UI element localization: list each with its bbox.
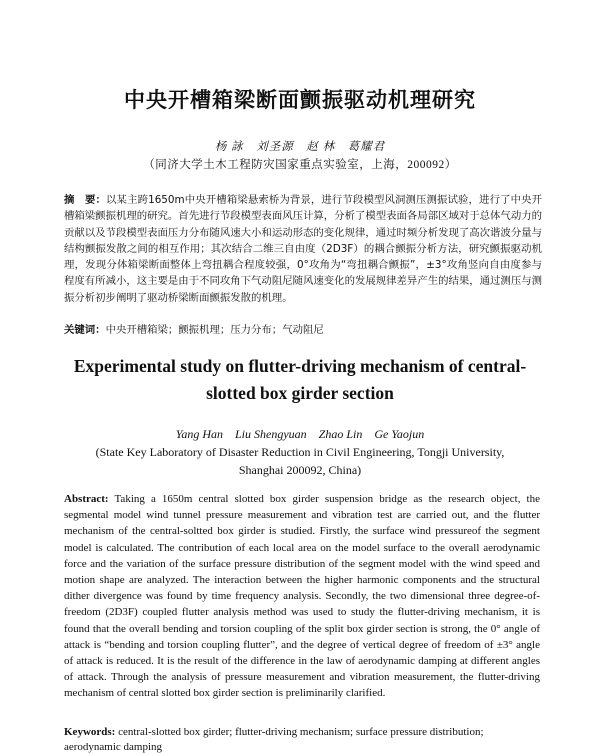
english-keywords xyxy=(64,725,540,755)
english-keywords-label: Keywords: xyxy=(64,726,116,738)
english-affiliation-line-1: (State Key Laboratory of Disaster Reduction in Civil Engineering, Tongji University, xyxy=(95,445,505,459)
english-keywords-text: central-slotted box girder; flutter-driving mechanism; surface pressure distribution; aerodynamic damping xyxy=(64,726,484,753)
chinese-abstract xyxy=(64,192,542,306)
english-affiliation xyxy=(0,443,600,479)
english-abstract xyxy=(64,491,540,702)
english-abstract-label: Abstract: xyxy=(64,493,109,505)
chinese-abstract-label: 摘 要： xyxy=(64,194,107,206)
chinese-abstract-text: 以某主跨1650m中央开槽箱梁悬索桥为背景，进行节段模型风洞测压测振试验，进行了中央开槽箱梁颤振机理的研究。首先进行节段模型表面风压计算，分析了模型表面各局部区域对于总体气动力的贡献以及节段模型表面压力分布随风速大小和运动形态的变化规律，通过时频分析发现了高次谐波分量与结构颤振发散之间的相互作用；其次结合二维三自由度（2D3F）的耦合颤振分析方法，研究颤振驱动机理，发现分体箱梁断面整体上弯扭耦合程度较强，0°攻角为“弯扭耦合颤振”，±3°攻角竖向自由度参与程度有所减小，这主要是由于不同攻角下气动阻尼随风速变化的发展规律差异产生的结果，通过测压与测振分析初步阐明了驱动桥梁断面颤振发散的机理。 xyxy=(64,194,543,304)
english-title-line-1: Experimental study on flutter-driving mechanism of central- xyxy=(73,356,527,376)
english-affiliation-line-2: Shanghai 200092, China) xyxy=(238,463,362,477)
english-authors: Yang Han Liu Shengyuan Zhao Lin Ge Yaojun xyxy=(175,427,425,441)
english-title-line-2: slotted box girder section xyxy=(206,383,394,403)
chinese-affiliation: （同济大学土木工程防灾国家重点实验室，上海，200092） xyxy=(143,159,457,171)
chinese-keywords-label: 关键词： xyxy=(64,324,106,336)
chinese-title: 中央开槽箱梁断面颤振驱动机理研究 xyxy=(124,88,476,112)
chinese-keywords-text: 中央开槽箱梁；颤振机理；压力分布；气动阻尼 xyxy=(105,324,324,336)
chinese-keywords xyxy=(64,322,542,338)
english-abstract-text: Taking a 1650m central slotted box girder suspension bridge as the research object, the segmental model wind tunnel pressure measurement and vibration test are carried out, and the flutter mechanism of the central-soltted box girder is studied. Firstly, the surface wind pressureof the segment model is calculated. The contribution of each local area on the model surface to the overall aerodynamic force and the variation of the surface pressure distribution of the segment model with the wind speed and motion shape are analyzed. The interaction between the higher harmonic components and the structural dither divergence was found by time frequency analysis. Secondly, the two dimensional three degree-of-freedom (2D3F) coupled flutter analysis method was used to study the flutter-driving mechanism, it is found that the overall bending and torsion coupling of the split box girder section is strong, the 0° angle of attack is “bending and torsion coupling flutter”, and the degree of vertical degree of freedom of ±3° angle of attack is reduced. It is the result of the difference in the law of aerodynamic damping at different angles of attack. Through the analysis of pressure measurement and vibration measurement, the flutter-driving mechanism of central slotted box girder section is preliminarily clarified. xyxy=(64,493,540,700)
english-title xyxy=(0,353,600,407)
chinese-authors: 杨 詠 刘圣源 赵 林 葛耀君 xyxy=(214,141,386,153)
